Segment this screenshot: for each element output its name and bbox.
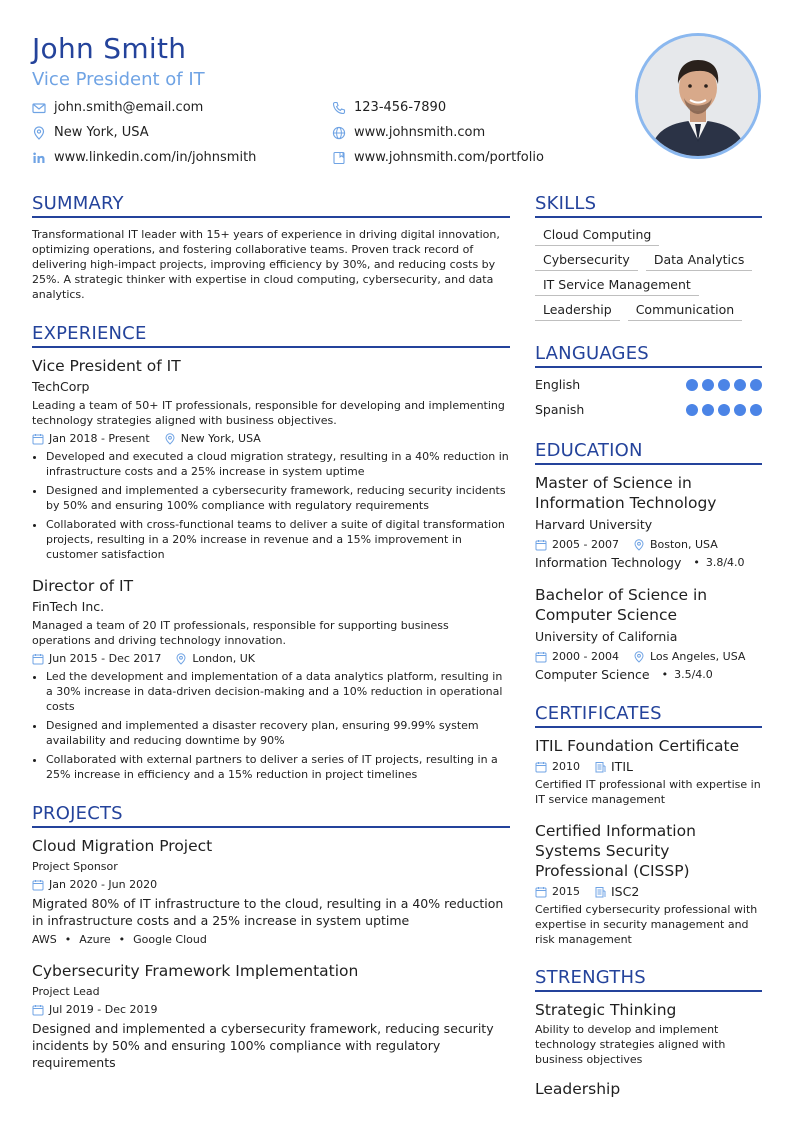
bullet-item: • Designed and implemented a cybersecurity framework, reducing security incidents by 50% and ensuring 100% compliance with regulatory requirements	[46, 483, 510, 513]
certificates-heading: CERTIFICATES	[535, 703, 762, 728]
project-tag: Azure	[79, 933, 111, 946]
portfolio-text: www.johnsmith.com/portfolio	[354, 150, 544, 165]
experience-heading: EXPERIENCE	[32, 323, 510, 348]
skills-list	[535, 225, 762, 325]
certificate-description: Certified cybersecurity professional with expertise in security management and risk management	[535, 903, 758, 946]
certificate-issuer	[594, 759, 633, 774]
tag-separator: •	[118, 933, 126, 946]
calendar-icon	[32, 879, 44, 891]
certificate-entry	[535, 736, 762, 807]
gpa: 3.5/4.0	[674, 668, 713, 681]
strength-title: Leadership	[535, 1080, 621, 1098]
summary-text: Transformational IT leader with 15+ years of experience in driving digital innovation, optimizing operations, and fostering collaborative teams. Proven track record of delivering high-impact projects, improving efficiency by 30%, and reducing costs by 25%. A strategic thinker with expertise in cloud computing, cybersecurity, and data analytics.	[32, 228, 500, 301]
skill-tag: Cloud Computing	[535, 225, 659, 246]
job-company: FinTech Inc.	[32, 599, 105, 614]
contact-website[interactable]	[332, 123, 612, 142]
right-column	[535, 193, 762, 1099]
resume-header	[32, 30, 612, 167]
language-name: Spanish	[535, 402, 585, 417]
contact-linkedin[interactable]	[32, 148, 332, 167]
strength-entry	[535, 1079, 762, 1099]
language-row	[535, 399, 762, 420]
education-dates-text: 2000 - 2004	[552, 650, 619, 663]
contact-portfolio[interactable]	[332, 148, 612, 167]
project-tag: Google Cloud	[133, 933, 207, 946]
skill-tag: Data Analytics	[646, 250, 753, 271]
strength-description: Ability to develop and implement technology strategies aligned with business objectives	[535, 1023, 726, 1066]
education-location-text: Boston, USA	[649, 538, 718, 551]
field-of-study: Computer Science	[535, 667, 650, 682]
globe-icon	[332, 126, 346, 140]
job-company: TechCorp	[32, 379, 90, 394]
job-dates-text: Jan 2018 - Present	[49, 432, 150, 445]
certificate-issuer-text: ITIL	[611, 759, 633, 774]
location-icon	[633, 651, 645, 663]
education-meta	[535, 537, 762, 552]
certificate-description: Certified IT professional with expertise in IT service management	[535, 778, 761, 806]
skill-tag: Communication	[628, 300, 743, 321]
project-meta	[32, 1002, 510, 1017]
strengths-section	[535, 967, 762, 1099]
contact-location	[32, 123, 332, 142]
location-icon	[164, 433, 176, 445]
job-location-text: New York, USA	[180, 432, 261, 445]
location-icon	[175, 653, 187, 665]
building-icon	[594, 886, 606, 898]
job-bullets	[32, 669, 510, 782]
field-of-study: Information Technology	[535, 555, 682, 570]
education-dates-text: 2005 - 2007	[552, 538, 619, 551]
email-text: john.smith@email.com	[54, 100, 204, 115]
project-dates	[32, 1002, 158, 1017]
job-dates	[32, 431, 150, 446]
job-bullets	[32, 449, 510, 562]
project-entry	[32, 961, 510, 1071]
project-description: Designed and implemented a cybersecurity framework, reducing security incidents by 50% and ensuring 100% compliance with regulatory requirements	[32, 1021, 494, 1070]
left-column	[32, 193, 510, 1071]
gpa: 3.8/4.0	[705, 556, 745, 569]
project-role: Project Sponsor	[32, 860, 118, 873]
candidate-name: John Smith	[32, 32, 187, 65]
calendar-icon	[535, 539, 547, 551]
education-meta	[535, 649, 762, 664]
job-entry	[32, 576, 510, 782]
language-level	[682, 379, 762, 391]
education-entry	[535, 473, 762, 571]
skill-tag: Leadership	[535, 300, 620, 321]
calendar-icon	[535, 761, 547, 773]
education-location	[633, 537, 718, 552]
certificate-year-text: 2010	[552, 760, 580, 773]
location-icon	[32, 126, 46, 140]
bullet-item: • Led the development and implementation of a data analytics platform, resulting in a 30% increase in data-driven decision-making and a 10% reduction in operational costs	[46, 669, 510, 714]
certificates-section	[535, 703, 762, 947]
certificate-meta	[535, 884, 762, 899]
portfolio-icon	[332, 151, 346, 165]
education-entry	[535, 585, 762, 683]
bullet-item: • Collaborated with external partners to deliver a series of IT projects, resulting in a 25% increase in efficiency and a 15% reduction in project timelines	[46, 752, 510, 782]
calendar-icon	[32, 433, 44, 445]
calendar-icon	[32, 1004, 44, 1016]
certificate-title: ITIL Foundation Certificate	[535, 737, 740, 755]
bullet-item: • Designed and implemented a disaster recovery plan, ensuring 99.99% system availability and reducing downtime by 90%	[46, 718, 510, 748]
certificate-issuer	[594, 884, 639, 899]
strength-title: Strategic Thinking	[535, 1001, 677, 1019]
phone-icon	[332, 101, 346, 115]
language-row	[535, 374, 762, 395]
bullet-item: • Developed and executed a cloud migration strategy, resulting in a 40% reduction in infrastructure costs and a 25% increase in system uptime	[46, 449, 510, 479]
certificate-year	[535, 759, 580, 774]
calendar-icon	[535, 651, 547, 663]
project-dates	[32, 877, 157, 892]
project-meta	[32, 877, 510, 892]
certificate-year-text: 2015	[552, 885, 580, 898]
job-title: Vice President of IT	[32, 357, 181, 375]
education-field	[535, 666, 762, 683]
language-level	[682, 404, 762, 416]
email-icon	[32, 101, 46, 115]
job-dates	[32, 651, 161, 666]
job-description: Leading a team of 50+ IT professionals, responsible for developing and implementing technology strategies aligned with business objectives.	[32, 399, 505, 427]
project-title: Cloud Migration Project	[32, 837, 213, 855]
job-location-text: London, UK	[192, 652, 256, 665]
calendar-icon	[32, 653, 44, 665]
field-separator: •	[661, 668, 669, 681]
strengths-heading: STRENGTHS	[535, 967, 762, 992]
calendar-icon	[535, 886, 547, 898]
location-icon	[633, 539, 645, 551]
contact-email[interactable]	[32, 98, 332, 117]
education-field	[535, 554, 762, 571]
certificate-meta	[535, 759, 762, 774]
candidate-title: Vice President of IT	[32, 69, 205, 90]
summary-section	[32, 193, 510, 302]
contact-phone[interactable]	[332, 98, 612, 117]
strength-entry	[535, 1000, 762, 1067]
certificate-title: Certified Information Systems Security Professional (CISSP)	[535, 822, 696, 880]
linkedin-text: www.linkedin.com/in/johnsmith	[54, 150, 257, 165]
school-name: Harvard University	[535, 517, 653, 532]
profile-photo	[635, 33, 761, 159]
job-description: Managed a team of 20 IT professionals, responsible for supporting business operations and driving technology innovation.	[32, 619, 449, 647]
website-text: www.johnsmith.com	[354, 125, 486, 140]
projects-section	[32, 803, 510, 1071]
certificate-entry	[535, 821, 762, 947]
degree-title: Master of Science in Information Technology	[535, 474, 717, 512]
education-dates	[535, 537, 619, 552]
certificate-year	[535, 884, 580, 899]
project-dates-text: Jul 2019 - Dec 2019	[49, 1003, 158, 1016]
project-title: Cybersecurity Framework Implementation	[32, 962, 359, 980]
project-role: Project Lead	[32, 985, 100, 998]
tag-separator: •	[64, 933, 72, 946]
education-location-text: Los Angeles, USA	[649, 650, 746, 663]
profile-photo-illustration	[638, 36, 758, 156]
project-tags	[32, 932, 510, 947]
summary-heading: SUMMARY	[32, 193, 510, 218]
project-description: Migrated 80% of IT infrastructure to the cloud, resulting in a 40% reduction in infrastructure costs and a 25% increase in system uptime	[32, 896, 504, 928]
bullet-item: • Collaborated with cross-functional teams to deliver a suite of digital transformation projects, resulting in a 20% increase in revenue and a 15% improvement in customer satisfaction	[46, 517, 510, 562]
job-location	[164, 431, 261, 446]
project-dates-text: Jan 2020 - Jun 2020	[49, 878, 158, 891]
languages-section	[535, 343, 762, 420]
languages-heading: LANGUAGES	[535, 343, 762, 368]
education-section	[535, 440, 762, 683]
degree-title: Bachelor of Science in Computer Science	[535, 586, 708, 624]
school-name: University of California	[535, 629, 678, 644]
location-text: New York, USA	[54, 125, 149, 140]
skill-tag: IT Service Management	[535, 275, 699, 296]
phone-text: 123-456-7890	[354, 100, 447, 115]
education-heading: EDUCATION	[535, 440, 762, 465]
job-meta	[32, 651, 510, 666]
experience-section	[32, 323, 510, 782]
education-dates	[535, 649, 619, 664]
project-entry	[32, 836, 510, 947]
skills-section	[535, 193, 762, 325]
skill-tag: Cybersecurity	[535, 250, 638, 271]
project-tag: AWS	[32, 933, 57, 946]
job-location	[175, 651, 255, 666]
education-location	[633, 649, 745, 664]
field-separator: •	[693, 556, 700, 569]
job-title: Director of IT	[32, 577, 134, 595]
language-name: English	[535, 377, 581, 392]
job-meta	[32, 431, 510, 446]
job-entry	[32, 356, 510, 562]
contact-list	[32, 98, 612, 167]
certificate-issuer-text: ISC2	[611, 884, 640, 899]
projects-heading: PROJECTS	[32, 803, 510, 828]
job-dates-text: Jun 2015 - Dec 2017	[49, 652, 162, 665]
building-icon	[594, 761, 606, 773]
skills-heading: SKILLS	[535, 193, 762, 218]
linkedin-icon	[32, 151, 46, 165]
